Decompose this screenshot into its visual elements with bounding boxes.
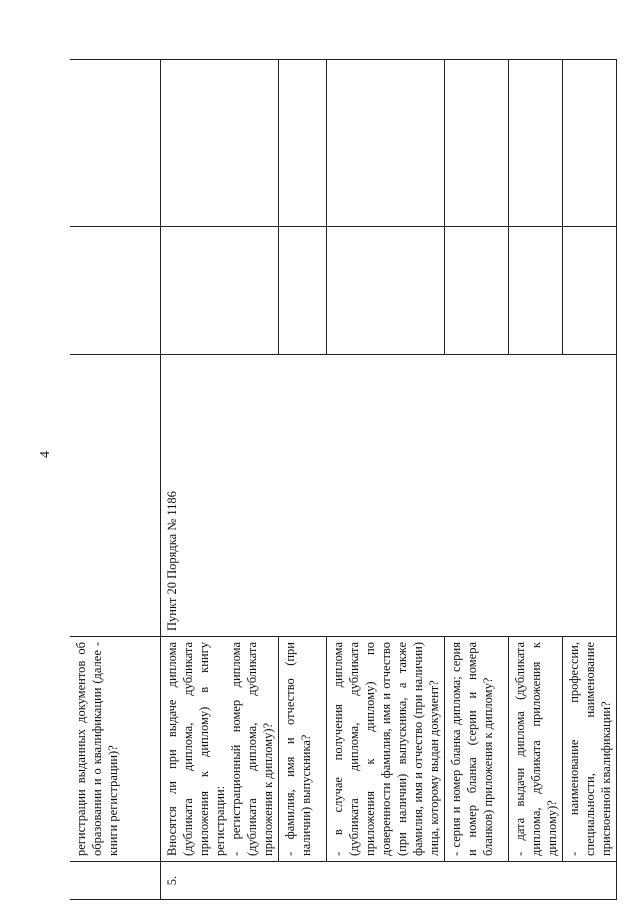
table-row	[70, 60, 160, 900]
question-cell	[562, 637, 616, 862]
answer-cell	[70, 60, 160, 227]
row-number: 5.	[164, 875, 179, 886]
question-cell	[70, 637, 160, 862]
question-text: Вносятся ли при выдаче диплома (дубликата диплома, дубликата приложения к диплому) в книгу регистрации:	[164, 642, 227, 856]
question-text: - фамилия, имя и отчество (при наличии) выпускника?	[282, 642, 313, 856]
checklist-table-wrapper	[70, 60, 613, 900]
question-cell	[326, 637, 444, 862]
answer-cell	[326, 60, 444, 227]
answer-cell	[326, 227, 444, 355]
reference-cell	[160, 355, 616, 637]
answer-cell	[160, 60, 278, 227]
question-cell	[278, 637, 326, 862]
answer-cell	[160, 227, 278, 355]
number-cell	[70, 862, 160, 900]
question-text: - наименование профессии, специальности, наименование присвоенной квалификации?	[566, 642, 613, 856]
question-text: - дата выдачи диплома (дубликата диплома, дубликата приложения к диплому)?	[512, 642, 559, 856]
answer-cell	[562, 60, 616, 227]
answer-cell	[278, 60, 326, 227]
answer-cell	[508, 227, 562, 355]
answer-cell	[562, 227, 616, 355]
reference-text: Пункт 20 Порядка № 1186	[164, 491, 179, 631]
question-text: регистрации выданных документов об образовании и о квалификации (далее - книги регистрации)?	[74, 642, 120, 856]
question-text: - в случае получения диплома (дубликата диплома, дубликата приложения к диплому) по доверенности фамилия, имя и отчество (при наличии) выпускника, а также фамилия, имя и отчество (при наличии) лица, которому выдан документ?	[330, 642, 441, 856]
answer-cell	[508, 60, 562, 227]
reference-cell	[70, 355, 160, 637]
question-text: - регистрационный номер диплома (дубликата диплома, дубликата приложения к диплому)?	[228, 642, 275, 856]
question-text: - серия и номер бланка диплома; серия и номер бланка (серии и номера бланков) приложения к диплому?	[448, 642, 495, 856]
checklist-table	[70, 59, 617, 900]
question-cell	[160, 637, 278, 862]
page-number: 4	[38, 451, 53, 458]
answer-cell	[444, 227, 508, 355]
answer-cell	[278, 227, 326, 355]
question-cell	[444, 637, 508, 862]
question-cell	[508, 637, 562, 862]
answer-cell	[444, 60, 508, 227]
answer-cell	[70, 227, 160, 355]
table-row	[160, 60, 278, 900]
number-cell	[160, 862, 616, 900]
